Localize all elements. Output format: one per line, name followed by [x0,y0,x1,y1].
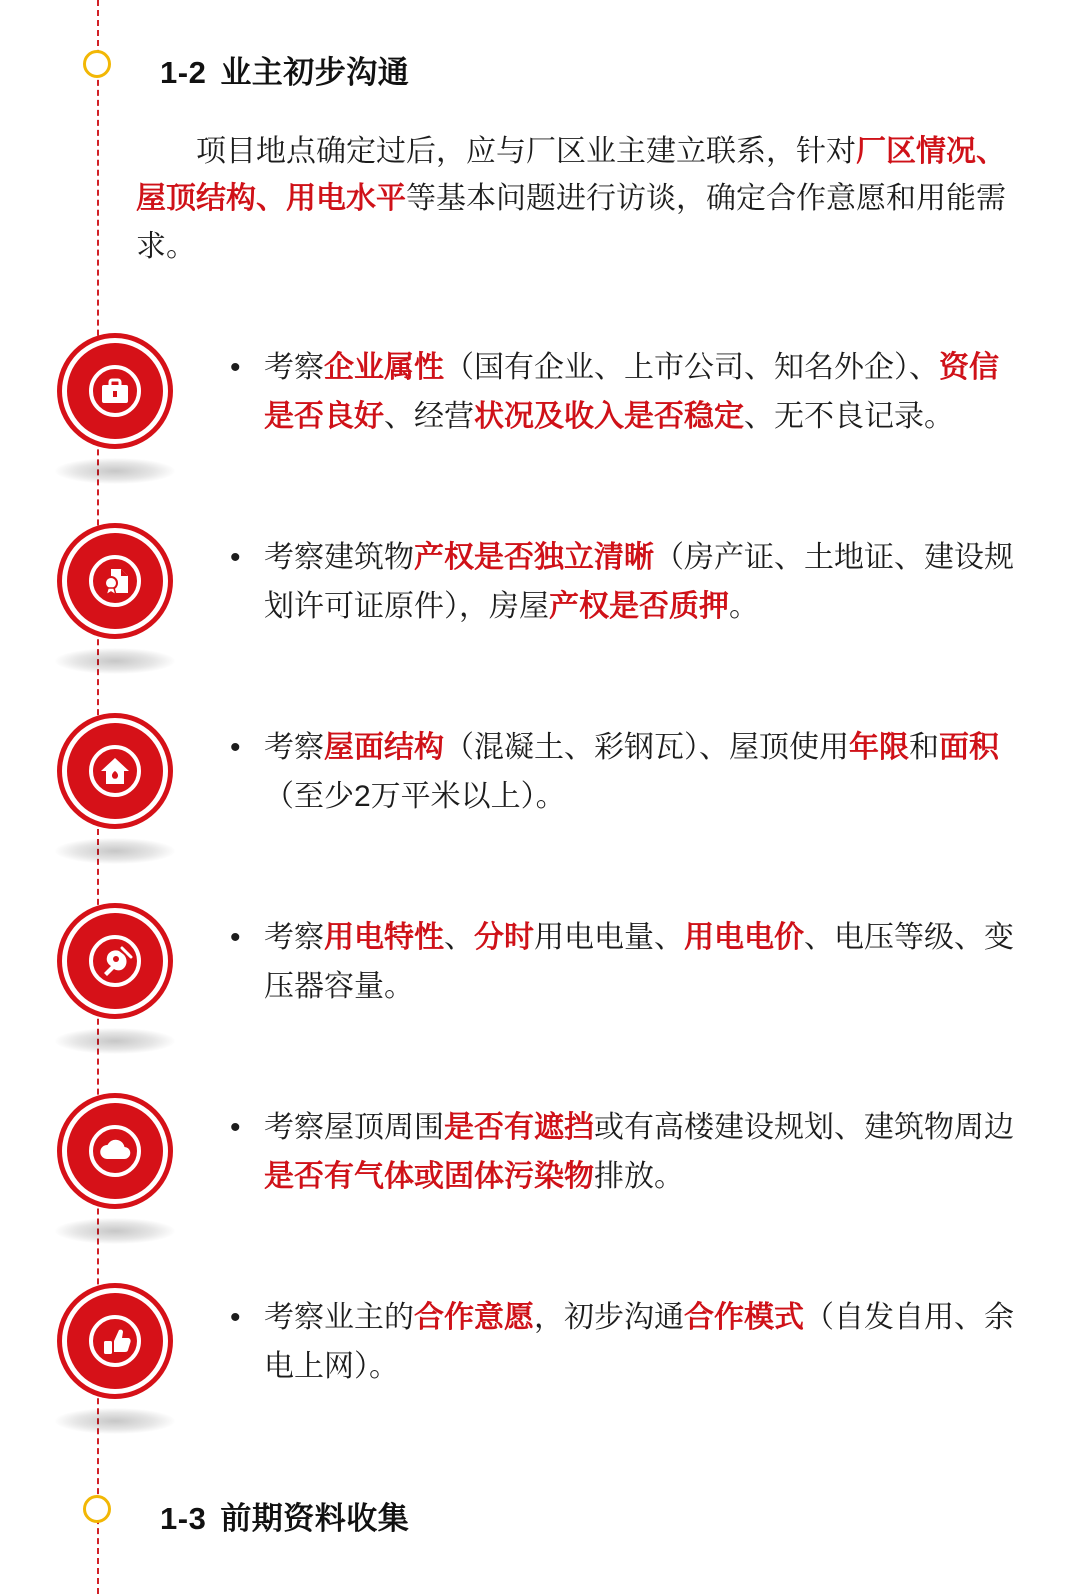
certificate-document-icon [62,528,168,634]
list-item-text: 考察建筑物产权是否独立清晰（房产证、土地证、建设规划许可证原件），房屋产权是否质押。 [264,541,1014,623]
section-title-top: 业主初步沟通 [220,55,410,90]
list-item [0,1280,1080,1434]
bullet-marker: • [230,731,241,764]
icon-shadow [55,1408,175,1434]
timeline-node-top [83,50,111,78]
list-item [0,520,1080,674]
icon-shadow [55,648,175,674]
icon-shadow [55,458,175,484]
list-item [0,1090,1080,1244]
list-item-text: 考察企业属性（国有企业、上市公司、知名外企）、资信是否良好、经营状况及收入是否稳定、无不良记录。 [264,351,999,433]
power-plug-icon [62,908,168,1014]
icon-column [0,330,230,484]
list-item [0,330,1080,484]
list-item-text: 考察屋顶周围是否有遮挡或有高楼建设规划、建筑物周边是否有气体或固体污染物排放。 [264,1111,1014,1193]
thumbs-up-icon [62,1288,168,1394]
list-item-text: 考察业主的合作意愿，初步沟通合作模式（自发自用、余电上网）。 [264,1301,1014,1383]
icon-column [0,900,230,1054]
list-item [0,710,1080,864]
list-item-text: 考察用电特性、分时用电电量、用电电价、电压等级、变压器容量。 [264,921,1014,1003]
bullet-marker: • [230,351,241,384]
section-heading-bottom [160,1493,409,1538]
house-icon [62,718,168,824]
bullet-marker: • [230,921,241,954]
bullet-list [0,330,1080,1470]
icon-shadow [55,1028,175,1054]
bullet-marker: • [230,541,241,574]
icon-column [0,1090,230,1244]
list-item-text: 考察屋面结构（混凝土、彩钢瓦）、屋顶使用年限和面积（至少2万平米以上）。 [264,731,999,813]
icon-shadow [55,1218,175,1244]
icon-column [0,710,230,864]
section-title-bottom: 前期资料收集 [220,1501,410,1536]
icon-column [0,520,230,674]
bullet-marker: • [230,1111,241,1144]
intro-paragraph: 项目地点确定过后，应与厂区业主建立联系，针对厂区情况、屋顶结构、用电水平等基本问题进行访谈，确定合作意愿和用能需求。 [136,135,1006,263]
cloud-icon [62,1098,168,1204]
icon-shadow [55,838,175,864]
icon-column [0,1280,230,1434]
list-item [0,900,1080,1054]
section-number-bottom: 1-3 [160,1501,207,1536]
briefcase-icon [62,338,168,444]
timeline-node-bottom [83,1495,111,1523]
section-number-top: 1-2 [160,55,207,90]
bullet-marker: • [230,1301,241,1334]
section-heading-top [160,47,409,92]
